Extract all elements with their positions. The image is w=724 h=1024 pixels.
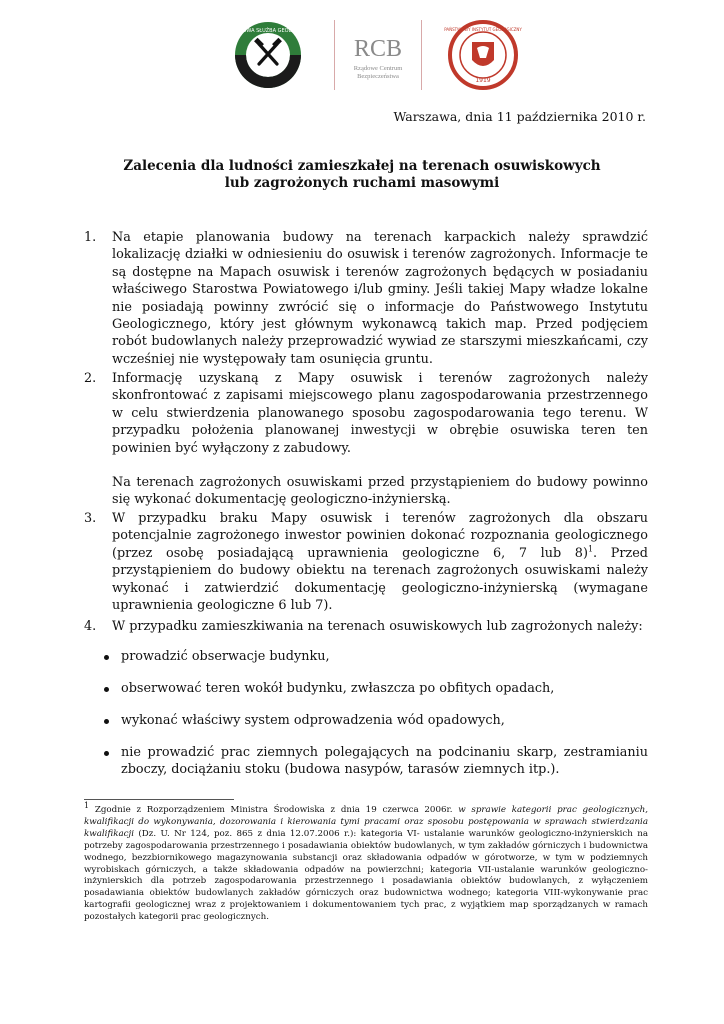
document-title: [80, 158, 644, 192]
bullet-text: obserwować teren wokół budynku, zwłaszcza po obfitych opadach,: [121, 681, 555, 696]
bullet-dot-icon: [104, 719, 109, 724]
pig-logo-emblem: [444, 20, 522, 90]
footnote-reference: 1: [587, 544, 594, 554]
rcb-logo-abbr: RCB: [353, 36, 403, 62]
item-number: 1.: [84, 230, 97, 245]
item-body: [112, 229, 648, 368]
footnote-mark: 1: [84, 801, 90, 811]
item-paragraph: W przypadku zamieszkiwania na terenach osuwiskowych lub zagrożonych należy:: [112, 619, 643, 634]
footnote-divider: [84, 799, 234, 800]
footnote-text: (Dz. U. Nr 124, poz. 865 z dnia 12.07.2006 r.): kategoria VI- ustalanie warunków geologiczno-inżynierskich na potrzeby zagospodarowania przestrzennego i posadawiania obiektów budowlanych, w tym zakładów górniczych i budownictwa wodnego, bezzbiornikowego magazynowania substancji oraz składowania odpadów w górotworze, w tym w podziemnych wyrobiskach górniczych, a także składowania odpadów na powierzchni; kategoria VII-ustalanie warunków geologiczno-inżynierskich dla potrzeb zagospodarowania przestrzennego i posadawiania obiektów budowlanych, z wyłączeniem posadawiania obiektów budowlanych zakładów górniczych oraz budownictwa wodnego; kategoria VIII-wykonywanie prac kartografii geologicznej wraz z projektowaniem i dokumentowaniem tych prac, z wyjątkiem map sporządzanych w ramach pozostałych kategorii prac geologicznych.: [84, 828, 649, 923]
psg-logo: [221, 20, 315, 90]
rcb-logo-mark: [335, 20, 421, 90]
bullet-text: nie prowadzić prac ziemnych polegających na podcinaniu skarp, zestramianiu zboczy, dociążaniu stoku (budowa nasypów, tarasów ziemnych itp.).: [121, 745, 648, 778]
item-body: [112, 370, 648, 509]
item-text: W przypadku braku Mapy osuwisk i terenów zagrożonych dla obszaru potencjalnie zagrożonego inwestor powinien dokonać rozpoznania geologicznego (przez osobę posiadającą uprawnienia geologiczne 6, 7 lub 8): [112, 511, 648, 561]
title-line-2: lub zagrożonych ruchami masowymi: [224, 175, 500, 191]
item-body: [112, 510, 648, 614]
date-line: Warszawa, dnia 11 października 2010 r.: [393, 109, 646, 124]
psg-logo-text: PAŃSTWOWA SŁUŻBA GEOLOGICZNA: [221, 28, 315, 34]
pig-logo-year: 1919: [475, 77, 491, 84]
rcb-logo-line2: Bezpieczeństwa: [357, 73, 399, 80]
item-paragraph: [112, 510, 648, 614]
bullet-dot-icon: [104, 655, 109, 660]
psg-logo-emblem: [221, 20, 315, 90]
logo-bar: [0, 18, 724, 94]
item-number: 4.: [84, 619, 97, 634]
pig-logo-text: PAŃSTWOWY INSTYTUT GEOLOGICZNY: [444, 27, 522, 32]
bullet-dot-icon: [104, 751, 109, 756]
pig-logo: [444, 20, 522, 90]
bullet-text: wykonać właściwy system odprowadzenia wód opadowych,: [121, 713, 505, 728]
item-number: 2.: [84, 371, 97, 386]
bullet-text: prowadzić obserwacje budynku,: [121, 649, 330, 664]
item-paragraph: Informację uzyskaną z Mapy osuwisk i terenów zagrożonych należy skonfrontować z zapisami miejscowego planu zagospodarowania przestrzennego w celu stwierdzenia planowanego sposobu zagospodarowania tego terenu. W przypadku położenia planowanej inwestycji w obrębie osuwiska teren ten powinien być wyłączony z zabudowy.: [112, 371, 648, 456]
item-paragraph: Na etapie planowania budowy na terenach karpackich należy sprawdzić lokalizację działki w odniesieniu do osuwisk i terenów zagrożonych. Informacje te są dostępne na Mapach osuwisk i terenów zagrożonych będących w posiadaniu właściwego Starostwa Powiatowego i/lub gminy. Jeśli takiej Mapy władze lokalne nie posiadają powinny zwrócić się o informacje do Państwowego Instytutu Geologicznego, który jest głównym wykonawcą takich map. Przed podjęciem robót budowlanych należy przeprowadzić wywiad ze starszymi mieszkańcami, czy wcześniej nie występowały tam osunięcia gruntu.: [112, 230, 648, 367]
title-line-1: Zalecenia dla ludności zamieszkałej na terenach osuwiskowych: [123, 158, 601, 174]
item-body: [112, 618, 648, 635]
footnote-italic-text: w sprawie kategorii prac geologicznych, kwalifikacji do wykonywania, dozorowania i kierowania tymi pracami oraz sposobu postępowania w sprawach stwierdzania kwalifikacji: [84, 805, 649, 839]
item-number: 3.: [84, 511, 97, 526]
item-paragraph: Na terenach zagrożonych osuwiskami przed przystąpieniem do budowy powinno się wykonać dokumentację geologiczno-inżynierską.: [112, 475, 648, 508]
footnote-text: Zgodnie z Rozporządzeniem Ministra Środowiska z dnia 19 czerwca 2006r.: [94, 805, 453, 815]
item-text: . Przed przystąpieniem do budowy obiektu na terenach zagrożonych osuwiskami należy wykonać i zatwierdzić dokumentację geologiczno-inżynierską (wymagane uprawnienia geologiczne 6 lub 7).: [112, 545, 648, 614]
bullet-dot-icon: [104, 687, 109, 692]
footnote: [84, 801, 649, 924]
rcb-logo: [334, 20, 422, 90]
rcb-logo-line1: Rządowe Centrum: [353, 65, 403, 72]
